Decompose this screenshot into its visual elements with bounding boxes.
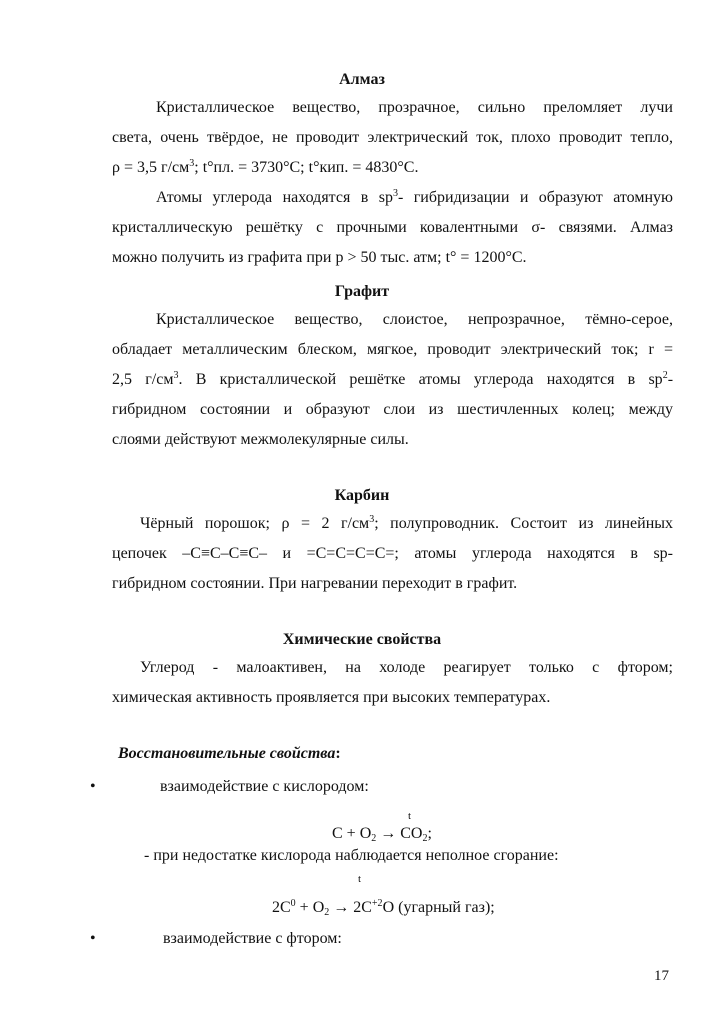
almaz-temps: ; t°пл. = 3730°С; t°кип. = 4830°С. — [194, 159, 419, 176]
almaz-density-sup: 3 — [189, 158, 195, 169]
equation-2 — [272, 898, 495, 918]
eq1-sub1: 2 — [371, 833, 377, 844]
eq1-part-b: → СО — [376, 825, 423, 842]
heading-reduct — [118, 744, 341, 764]
equation-1 — [332, 824, 432, 844]
grafit-sp2-sup: 2 — [662, 370, 668, 381]
grafit-line3 — [112, 370, 673, 390]
grafit-line1: Кристаллическое вещество, слоистое, непрозрачное, тёмно-серое, — [156, 311, 673, 328]
eq2-temperature-mark: t — [358, 873, 362, 885]
grafit-line4: гибридном состоянии и образуют слои из шестичленных колец; между — [112, 401, 673, 418]
eq2-part-b: + О — [295, 899, 325, 916]
karbin-line1 — [112, 514, 673, 534]
grafit-line5: слоями действуют межмолекулярные силы. — [112, 431, 409, 448]
chem-line1: Углерод - малоактивен, на холоде реагирует только с фтором; — [140, 659, 673, 676]
heading-almaz: Алмаз — [339, 71, 385, 88]
heading-karbin: Карбин — [334, 487, 390, 504]
almaz-p2-line2: кристаллическую решётку с прочными ковалентными σ- связями. Алмаз — [112, 219, 673, 236]
heading-reduct-text: Восстановительные свойства — [118, 745, 336, 762]
eq1-temperature-mark: t — [408, 810, 412, 822]
almaz-p2-line3: можно получить из графита при р > 50 тыс. атм; t° = 1200°С. — [112, 249, 527, 266]
karbin-density: Чёрный порошок; ρ = 2 г/см — [140, 515, 370, 532]
page-number: 17 — [654, 968, 669, 984]
bullet-icon: • — [90, 778, 96, 795]
grafit-density-sup: 3 — [173, 370, 179, 381]
heading-grafit: Графит — [334, 283, 390, 300]
eq2-part-c: → 2С — [329, 899, 372, 916]
eq1-part-a: С + О — [332, 825, 372, 842]
almaz-p1-line2: света, очень твёрдое, не проводит электрический ток, плохо проводит тепло, — [112, 129, 673, 146]
bullet1-text: взаимодействие с кислородом: — [160, 778, 369, 795]
eq1-part-c: ; — [427, 825, 432, 842]
grafit-density: 2,5 г/см — [112, 371, 174, 388]
heading-reduct-colon: : — [335, 745, 341, 762]
eq2-sup2: +2 — [371, 898, 383, 909]
incomplete-combustion-note: - при недостатке кислорода наблюдается неполное сгорание: — [144, 847, 559, 864]
almaz-p2-line1 — [112, 188, 673, 208]
grafit-line2: обладает металлическим блеском, мягкое, проводит электрический ток; r = — [112, 341, 673, 358]
eq1-sub2: 2 — [422, 833, 428, 844]
karbin-density-sup: 3 — [369, 514, 375, 525]
almaz-p1-line3 — [112, 158, 418, 178]
eq2-sub: 2 — [324, 907, 330, 918]
heading-chem: Химические свойства — [282, 631, 442, 648]
karbin-line3: гибридном состоянии. При нагревании переходит в графит. — [112, 575, 518, 592]
almaz-p2-sup: 3 — [392, 188, 398, 199]
bullet2-text: взаимодействие с фтором: — [163, 930, 342, 947]
karbin-line2: цепочек –С≡С–С≡С– и =С=С=С=С=; атомы углерода находятся в sp- — [112, 545, 673, 562]
bullet-icon: • — [90, 930, 96, 947]
grafit-text-c: - — [667, 371, 674, 388]
eq2-part-a: 2С — [272, 899, 291, 916]
almaz-p2-text-a: Атомы углерода находятся в sp — [156, 189, 393, 206]
eq2-part-d: О (угарный газ); — [382, 899, 495, 916]
almaz-p1-line1: Кристаллическое вещество, прозрачное, сильно преломляет лучи — [156, 99, 673, 116]
karbin-text-b: ; полупроводник. Состоит из линейных — [374, 515, 674, 532]
eq2-sup1: 0 — [290, 898, 296, 909]
chem-line2: химическая активность проявляется при высоких температурах. — [112, 689, 551, 706]
almaz-density: ρ = 3,5 г/см — [112, 159, 190, 176]
almaz-p2-text-b: - гибридизации и образуют атомную — [397, 189, 674, 206]
grafit-text-b: . В кристаллической решётке атомы углерода находятся в sp — [178, 371, 663, 388]
